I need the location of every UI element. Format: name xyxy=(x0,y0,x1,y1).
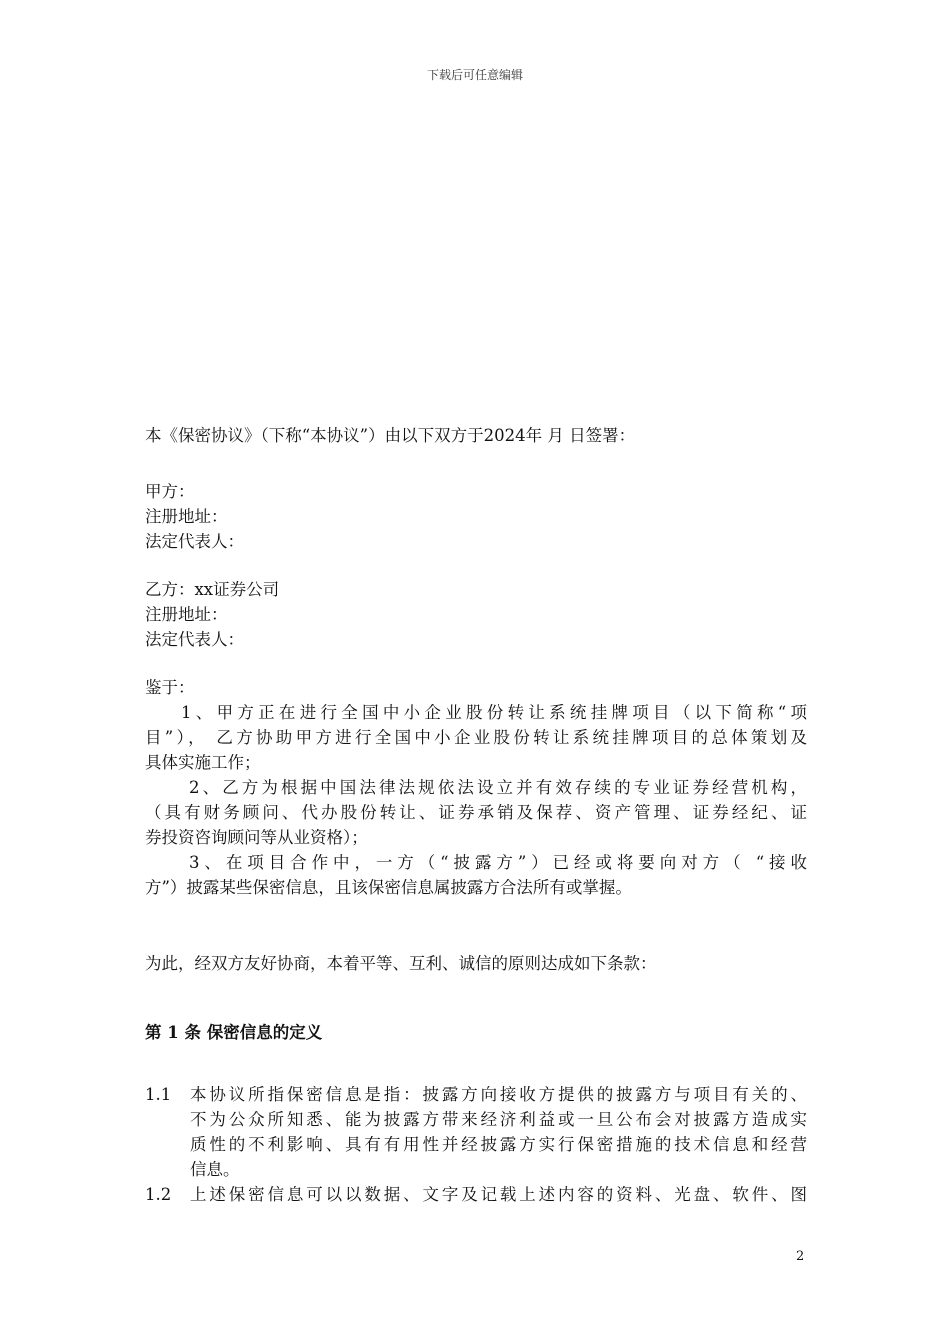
clause-1-2-line-1: 上述保密信息可以以数据、文字及记载上述内容的资料、光盘、软件、图 xyxy=(190,1185,807,1204)
agreement-paragraph: 为此，经双方友好协商，本着平等、互利、诚信的原则达成如下条款： xyxy=(145,954,657,973)
party-a-name: 甲方： xyxy=(145,482,195,501)
whereas-item-2-cont: （具有财务顾问、代办股份转让、证券承销及保荐、资产管理、证券经纪、证 xyxy=(145,803,807,822)
whereas-item-2-end: 券投资咨询顾问等从业资格）； xyxy=(145,828,368,847)
whereas-item-2: 2、乙方为根据中国法律法规依法设立并有效存续的专业证券经营机构， xyxy=(189,778,807,797)
intro-paragraph: 本《保密协议》（下称“本协议”）由以下双方于2024年 月 日签署： xyxy=(145,426,636,445)
whereas-item-1: 1、甲方正在进行全国中小企业股份转让系统挂牌项目（以下简称“项 xyxy=(181,703,807,722)
page-number: 2 xyxy=(796,1249,805,1264)
whereas-item-1-end: 具体实施工作； xyxy=(145,753,261,772)
clause-1-2-number: 1.2 xyxy=(145,1185,172,1204)
party-a-address: 注册地址： xyxy=(145,507,228,526)
party-b-name: 乙方：xx证券公司 xyxy=(145,580,280,599)
party-b-representative: 法定代表人： xyxy=(145,630,244,649)
whereas-title: 鉴于： xyxy=(145,678,195,697)
clause-1-1-line-4: 信息。 xyxy=(190,1160,240,1179)
clause-1-1-line-2: 不为公众所知悉、能为披露方带来经济利益或一旦公布会对披露方造成实 xyxy=(190,1110,807,1129)
clause-1-1-line-3: 质性的不利影响、具有有用性并经披露方实行保密措施的技术信息和经营 xyxy=(190,1135,807,1154)
party-a-representative: 法定代表人： xyxy=(145,532,244,551)
party-b-address: 注册地址： xyxy=(145,605,228,624)
whereas-item-3: 3、在项目合作中，一方（“披露方”）已经或将要向对方（ “接收 xyxy=(189,853,807,872)
whereas-item-1-cont: 目”）， 乙方协助甲方进行全国中小企业股份转让系统挂牌项目的总体策划及 xyxy=(145,728,807,747)
clause-1-1-number: 1.1 xyxy=(145,1085,172,1104)
article-1-title: 第 1 条 保密信息的定义 xyxy=(145,1023,323,1042)
whereas-item-3-end: 方”）披露某些保密信息，且该保密信息属披露方合法所有或掌握。 xyxy=(145,878,632,897)
clause-1-1-line-1: 本协议所指保密信息是指：披露方向接收方提供的披露方与项目有关的、 xyxy=(190,1085,807,1104)
page-header: 下载后可任意编辑 xyxy=(426,68,523,82)
